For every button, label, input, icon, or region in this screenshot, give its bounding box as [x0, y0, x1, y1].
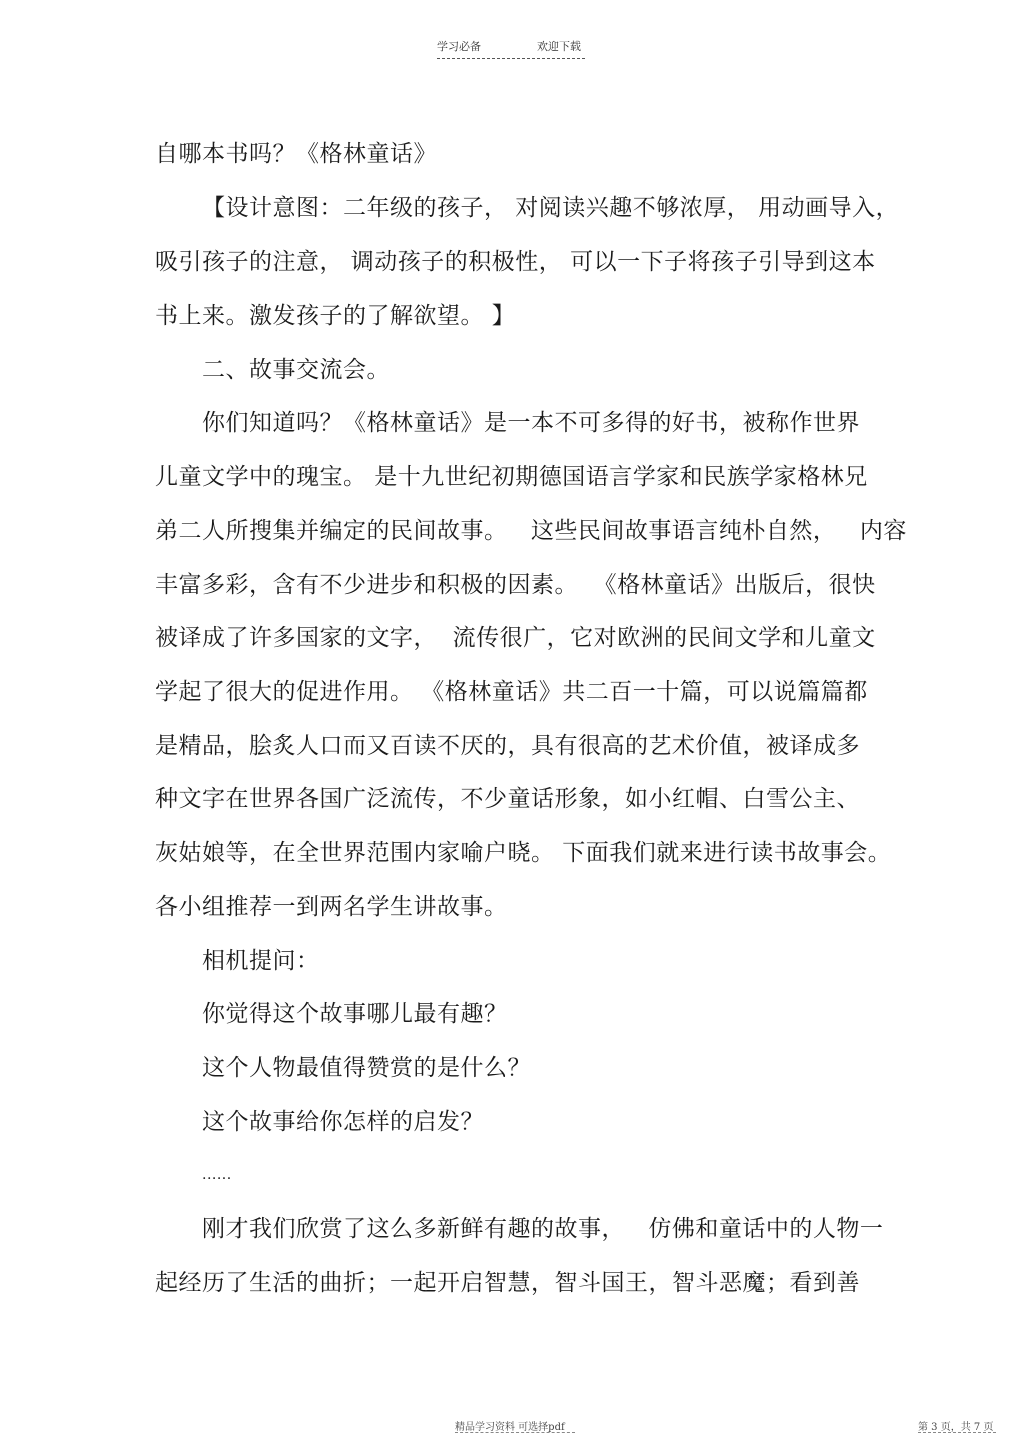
paragraph-line: 自哪本书吗？《格林童话》	[155, 141, 437, 167]
paragraph-line: 种文字在世界各国广泛流传，不少童话形象，如小红帽、白雪公主、	[155, 786, 860, 812]
section-heading: 二、故事交流会。	[202, 357, 390, 383]
footer-center-text: 精品学习资料 可选择pdf	[455, 1422, 565, 1433]
footer-divider	[455, 1432, 575, 1433]
page-footer-right	[918, 1418, 1008, 1433]
question-item: 这个故事给你怎样的启发？	[202, 1109, 484, 1135]
paragraph-line: 被译成了许多国家的文字， 流传很广，它对欧洲的民间文学和儿童文	[155, 625, 876, 651]
paragraph-line: 书上来。激发孩子的了解欲望。 】	[155, 303, 516, 329]
paragraph-line: 丰富多彩，含有不少进步和积极的因素。 《格林童话》出版后，很快	[155, 572, 876, 598]
paragraph-line: 是精品，脍炙人口而又百读不厌的，具有很高的艺术价值，被译成多	[155, 733, 860, 759]
paragraph-line: 【设计意图：二年级的孩子， 对阅读兴趣不够浓厚， 用动画导入，	[202, 195, 900, 221]
paragraph-line: 弟二人所搜集并编定的民间故事。 这些民间故事语言纯朴自然， 内容	[155, 518, 907, 544]
paragraph-line: 你们知道吗？《格林童话》是一本不可多得的好书，被称作世界	[202, 410, 860, 436]
paragraph-line: 各小组推荐一到两名学生讲故事。	[155, 894, 508, 920]
page-number: 第 3 页，共 7 页	[918, 1422, 994, 1433]
page-header	[437, 38, 587, 62]
page-footer-center	[455, 1418, 595, 1433]
header-left-text: 学习必备	[437, 40, 481, 53]
header-right-text: 欢迎下载	[537, 40, 581, 53]
ellipsis: ......	[202, 1167, 232, 1183]
paragraph-line: 儿童文学中的瑰宝。 是十九世纪初期德国语言学家和民族学家格林兄	[155, 464, 868, 490]
paragraph-line: 学起了很大的促进作用。 《格林童话》共二百一十篇，可以说篇篇都	[155, 679, 868, 705]
paragraph-line: 起经历了生活的曲折；一起开启智慧，智斗国王，智斗恶魔；看到善	[155, 1270, 860, 1296]
paragraph-line: 吸引孩子的注意， 调动孩子的积极性， 可以一下子将孩子引导到这本	[155, 249, 876, 275]
header-divider	[437, 58, 585, 59]
paragraph-line: 相机提问：	[202, 948, 320, 974]
question-item: 这个人物最值得赞赏的是什么？	[202, 1055, 531, 1081]
paragraph-line: 刚才我们欣赏了这么多新鲜有趣的故事， 仿佛和童话中的人物一	[202, 1216, 884, 1242]
paragraph-line: 灰姑娘等，在全世界范围内家喻户晓。 下面我们就来进行读书故事会。	[155, 840, 892, 866]
footer-divider	[918, 1432, 996, 1433]
question-item: 你觉得这个故事哪儿最有趣？	[202, 1001, 508, 1027]
